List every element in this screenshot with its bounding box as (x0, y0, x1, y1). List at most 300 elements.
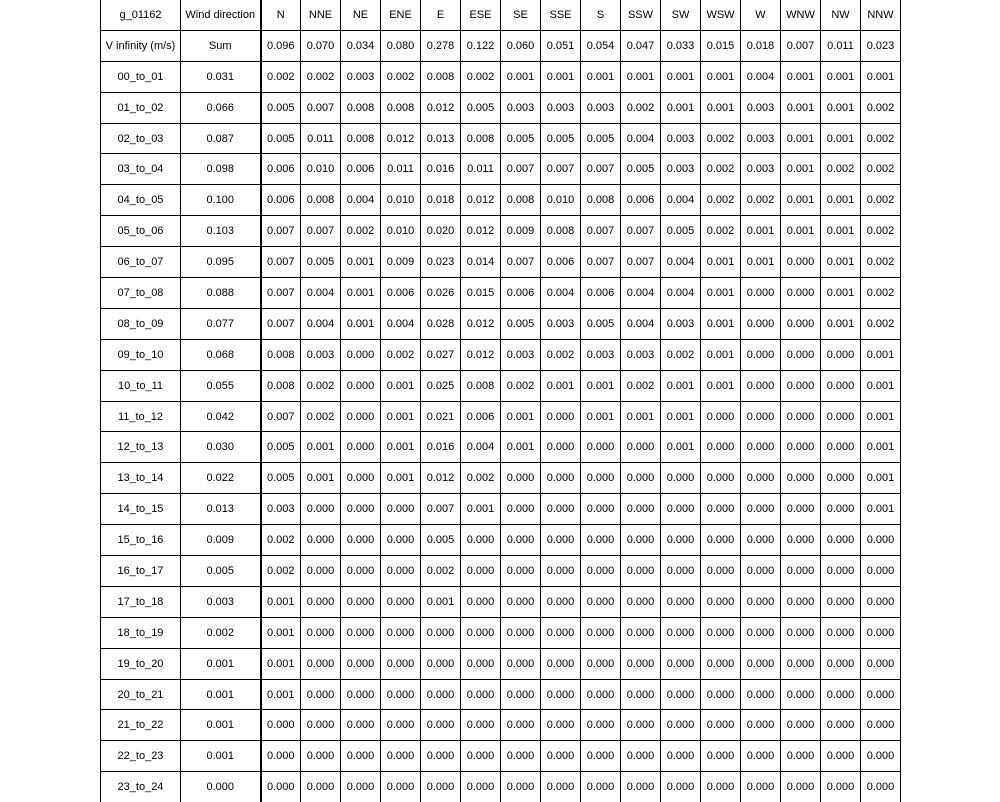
frequency-cell: 0.000 (621, 525, 661, 556)
frequency-cell: 0.001 (701, 92, 741, 123)
frequency-cell: 0.000 (501, 586, 541, 617)
frequency-cell: 0.001 (781, 154, 821, 185)
speed-bin-label: 13_to_14 (101, 463, 181, 494)
frequency-cell: 0.005 (501, 123, 541, 154)
frequency-cell: 0.000 (821, 432, 861, 463)
frequency-cell: 0.002 (421, 556, 461, 587)
frequency-cell: 0.000 (661, 494, 701, 525)
direction-sum-cell: 0.011 (821, 30, 861, 61)
frequency-cell: 0.002 (861, 216, 901, 247)
frequency-cell: 0.001 (341, 308, 381, 339)
frequency-cell: 0.002 (861, 154, 901, 185)
frequency-cell: 0.000 (781, 308, 821, 339)
frequency-cell: 0.000 (701, 401, 741, 432)
frequency-cell: 0.000 (861, 772, 901, 802)
frequency-cell: 0.007 (261, 278, 301, 309)
frequency-cell: 0.000 (541, 617, 581, 648)
frequency-cell: 0.000 (461, 772, 501, 802)
frequency-cell: 0.000 (541, 648, 581, 679)
row-sum-cell: 0.005 (181, 556, 261, 587)
frequency-cell: 0.000 (501, 463, 541, 494)
frequency-cell: 0.004 (661, 247, 701, 278)
frequency-cell: 0.003 (541, 92, 581, 123)
table-row (101, 710, 901, 741)
speed-bin-label: 17_to_18 (101, 586, 181, 617)
frequency-cell: 0.001 (741, 247, 781, 278)
frequency-cell: 0.000 (741, 308, 781, 339)
row-sum-cell: 0.088 (181, 278, 261, 309)
frequency-cell: 0.005 (261, 123, 301, 154)
frequency-cell: 0.001 (381, 432, 421, 463)
frequency-cell: 0.001 (581, 401, 621, 432)
frequency-cell: 0.000 (621, 463, 661, 494)
frequency-cell: 0.000 (701, 494, 741, 525)
frequency-cell: 0.000 (581, 617, 621, 648)
frequency-cell: 0.000 (661, 525, 701, 556)
table-body (101, 0, 901, 802)
frequency-cell: 0.004 (661, 185, 701, 216)
frequency-cell: 0.000 (781, 432, 821, 463)
frequency-cell: 0.000 (341, 617, 381, 648)
frequency-cell: 0.000 (541, 772, 581, 802)
frequency-cell: 0.021 (421, 401, 461, 432)
frequency-cell: 0.000 (661, 679, 701, 710)
table-row (101, 494, 901, 525)
frequency-cell: 0.002 (261, 556, 301, 587)
table-row (101, 216, 901, 247)
frequency-cell: 0.006 (261, 185, 301, 216)
frequency-cell: 0.002 (381, 339, 421, 370)
direction-sum-cell: 0.033 (661, 30, 701, 61)
table-row (101, 648, 901, 679)
speed-bin-label: 18_to_19 (101, 617, 181, 648)
frequency-cell: 0.001 (501, 401, 541, 432)
frequency-cell: 0.000 (741, 648, 781, 679)
frequency-cell: 0.013 (421, 123, 461, 154)
frequency-cell: 0.000 (541, 525, 581, 556)
frequency-cell: 0.000 (341, 432, 381, 463)
frequency-cell: 0.001 (821, 278, 861, 309)
frequency-cell: 0.002 (861, 278, 901, 309)
frequency-cell: 0.000 (821, 556, 861, 587)
frequency-cell: 0.012 (461, 216, 501, 247)
frequency-cell: 0.000 (821, 648, 861, 679)
sum-label: Sum (181, 30, 261, 61)
frequency-cell: 0.023 (421, 247, 461, 278)
frequency-cell: 0.016 (421, 154, 461, 185)
frequency-cell: 0.000 (421, 741, 461, 772)
frequency-cell: 0.003 (501, 339, 541, 370)
frequency-cell: 0.000 (661, 463, 701, 494)
frequency-cell: 0.008 (261, 339, 301, 370)
frequency-cell: 0.000 (301, 679, 341, 710)
frequency-cell: 0.000 (741, 741, 781, 772)
frequency-cell: 0.007 (301, 216, 341, 247)
frequency-cell: 0.008 (341, 92, 381, 123)
row-sum-cell: 0.013 (181, 494, 261, 525)
frequency-cell: 0.015 (461, 278, 501, 309)
frequency-cell: 0.011 (301, 123, 341, 154)
frequency-cell: 0.000 (701, 556, 741, 587)
frequency-cell: 0.002 (861, 123, 901, 154)
frequency-cell: 0.007 (421, 494, 461, 525)
direction-header: E (421, 0, 461, 30)
direction-sum-cell: 0.060 (501, 30, 541, 61)
frequency-cell: 0.025 (421, 370, 461, 401)
frequency-cell: 0.000 (341, 339, 381, 370)
speed-bin-label: 03_to_04 (101, 154, 181, 185)
frequency-cell: 0.000 (421, 710, 461, 741)
frequency-cell: 0.000 (581, 741, 621, 772)
frequency-cell: 0.000 (781, 525, 821, 556)
frequency-cell: 0.005 (581, 308, 621, 339)
frequency-cell: 0.002 (341, 216, 381, 247)
frequency-cell: 0.000 (781, 494, 821, 525)
frequency-cell: 0.000 (461, 710, 501, 741)
frequency-cell: 0.000 (821, 772, 861, 802)
frequency-cell: 0.001 (861, 494, 901, 525)
frequency-cell: 0.003 (661, 123, 701, 154)
frequency-cell: 0.007 (581, 154, 621, 185)
frequency-cell: 0.000 (861, 617, 901, 648)
frequency-cell: 0.006 (261, 154, 301, 185)
frequency-cell: 0.002 (301, 370, 341, 401)
frequency-cell: 0.001 (261, 586, 301, 617)
table-row (101, 525, 901, 556)
frequency-cell: 0.007 (501, 154, 541, 185)
frequency-cell: 0.006 (381, 278, 421, 309)
frequency-cell: 0.000 (781, 710, 821, 741)
frequency-cell: 0.000 (501, 679, 541, 710)
frequency-cell: 0.000 (661, 648, 701, 679)
frequency-cell: 0.000 (301, 710, 341, 741)
direction-sum-cell: 0.015 (701, 30, 741, 61)
frequency-cell: 0.001 (821, 216, 861, 247)
frequency-cell: 0.000 (301, 494, 341, 525)
row-sum-cell: 0.100 (181, 185, 261, 216)
frequency-cell: 0.001 (821, 308, 861, 339)
frequency-cell: 0.002 (461, 61, 501, 92)
wind-distribution-table (100, 0, 901, 802)
table-row (101, 278, 901, 309)
frequency-cell: 0.000 (501, 556, 541, 587)
speed-bin-label: 21_to_22 (101, 710, 181, 741)
frequency-cell: 0.000 (541, 586, 581, 617)
frequency-cell: 0.000 (661, 741, 701, 772)
frequency-cell: 0.000 (621, 494, 661, 525)
frequency-cell: 0.000 (621, 617, 661, 648)
frequency-cell: 0.000 (381, 556, 421, 587)
direction-sum-cell: 0.054 (581, 30, 621, 61)
direction-header: ESE (461, 0, 501, 30)
frequency-cell: 0.000 (341, 525, 381, 556)
frequency-cell: 0.000 (261, 772, 301, 802)
speed-bin-label: 12_to_13 (101, 432, 181, 463)
direction-sum-cell: 0.023 (861, 30, 901, 61)
frequency-cell: 0.001 (461, 494, 501, 525)
frequency-cell: 0.000 (741, 772, 781, 802)
frequency-cell: 0.002 (701, 154, 741, 185)
frequency-cell: 0.006 (581, 278, 621, 309)
frequency-cell: 0.001 (701, 61, 741, 92)
frequency-cell: 0.002 (501, 370, 541, 401)
direction-header: NE (341, 0, 381, 30)
frequency-cell: 0.000 (541, 463, 581, 494)
frequency-cell: 0.001 (661, 432, 701, 463)
frequency-cell: 0.007 (301, 92, 341, 123)
frequency-cell: 0.000 (821, 586, 861, 617)
frequency-cell: 0.000 (341, 556, 381, 587)
frequency-cell: 0.001 (821, 61, 861, 92)
frequency-cell: 0.001 (421, 586, 461, 617)
frequency-cell: 0.000 (781, 370, 821, 401)
frequency-cell: 0.000 (701, 617, 741, 648)
speed-bin-label: 02_to_03 (101, 123, 181, 154)
frequency-cell: 0.000 (821, 710, 861, 741)
direction-header: S (581, 0, 621, 30)
frequency-cell: 0.012 (461, 185, 501, 216)
frequency-cell: 0.007 (261, 247, 301, 278)
frequency-cell: 0.002 (861, 247, 901, 278)
direction-header: SSE (541, 0, 581, 30)
row-sum-cell: 0.031 (181, 61, 261, 92)
frequency-cell: 0.000 (621, 556, 661, 587)
frequency-cell: 0.000 (341, 463, 381, 494)
frequency-cell: 0.000 (301, 586, 341, 617)
frequency-cell: 0.000 (261, 710, 301, 741)
frequency-cell: 0.011 (381, 154, 421, 185)
frequency-cell: 0.000 (821, 679, 861, 710)
frequency-cell: 0.000 (781, 617, 821, 648)
direction-sum-cell: 0.034 (341, 30, 381, 61)
frequency-cell: 0.004 (621, 123, 661, 154)
frequency-cell: 0.008 (381, 92, 421, 123)
frequency-cell: 0.000 (621, 648, 661, 679)
frequency-cell: 0.027 (421, 339, 461, 370)
frequency-cell: 0.002 (461, 463, 501, 494)
frequency-cell: 0.000 (381, 710, 421, 741)
frequency-cell: 0.000 (421, 648, 461, 679)
frequency-cell: 0.001 (261, 679, 301, 710)
frequency-cell: 0.004 (461, 432, 501, 463)
direction-sum-cell: 0.096 (261, 30, 301, 61)
frequency-cell: 0.000 (781, 772, 821, 802)
frequency-cell: 0.001 (501, 61, 541, 92)
frequency-cell: 0.000 (581, 772, 621, 802)
frequency-cell: 0.002 (541, 339, 581, 370)
direction-sum-cell: 0.007 (781, 30, 821, 61)
speed-bin-label: 20_to_21 (101, 679, 181, 710)
frequency-cell: 0.000 (661, 710, 701, 741)
frequency-cell: 0.000 (781, 278, 821, 309)
frequency-cell: 0.001 (581, 370, 621, 401)
frequency-cell: 0.005 (301, 247, 341, 278)
frequency-cell: 0.002 (301, 401, 341, 432)
frequency-cell: 0.010 (381, 216, 421, 247)
frequency-cell: 0.001 (541, 61, 581, 92)
row-sum-cell: 0.068 (181, 339, 261, 370)
frequency-cell: 0.016 (421, 432, 461, 463)
frequency-cell: 0.000 (701, 772, 741, 802)
frequency-cell: 0.006 (621, 185, 661, 216)
speed-bin-label: 10_to_11 (101, 370, 181, 401)
row-sum-cell: 0.000 (181, 772, 261, 802)
frequency-cell: 0.000 (581, 679, 621, 710)
frequency-cell: 0.001 (541, 370, 581, 401)
frequency-cell: 0.000 (501, 494, 541, 525)
frequency-cell: 0.004 (621, 278, 661, 309)
frequency-cell: 0.012 (461, 339, 501, 370)
frequency-cell: 0.005 (621, 154, 661, 185)
direction-header: SE (501, 0, 541, 30)
table-row (101, 401, 901, 432)
frequency-cell: 0.000 (741, 401, 781, 432)
frequency-cell: 0.008 (581, 185, 621, 216)
frequency-cell: 0.000 (701, 432, 741, 463)
corner-label: g_01162 (101, 0, 181, 30)
row-sum-cell: 0.055 (181, 370, 261, 401)
frequency-cell: 0.000 (341, 370, 381, 401)
frequency-cell: 0.000 (701, 710, 741, 741)
frequency-cell: 0.000 (381, 525, 421, 556)
frequency-cell: 0.000 (341, 772, 381, 802)
frequency-cell: 0.005 (261, 463, 301, 494)
frequency-cell: 0.000 (741, 617, 781, 648)
frequency-cell: 0.000 (501, 710, 541, 741)
frequency-cell: 0.000 (781, 586, 821, 617)
frequency-cell: 0.000 (461, 586, 501, 617)
frequency-cell: 0.000 (741, 432, 781, 463)
frequency-cell: 0.006 (461, 401, 501, 432)
speed-bin-label: 00_to_01 (101, 61, 181, 92)
frequency-cell: 0.003 (581, 92, 621, 123)
frequency-cell: 0.001 (261, 617, 301, 648)
frequency-cell: 0.000 (781, 401, 821, 432)
row-sum-cell: 0.098 (181, 154, 261, 185)
frequency-cell: 0.000 (661, 586, 701, 617)
row-sum-cell: 0.022 (181, 463, 261, 494)
frequency-cell: 0.001 (661, 92, 701, 123)
frequency-cell: 0.001 (781, 123, 821, 154)
frequency-cell: 0.002 (821, 154, 861, 185)
frequency-cell: 0.001 (781, 61, 821, 92)
direction-header: NNW (861, 0, 901, 30)
frequency-cell: 0.003 (261, 494, 301, 525)
frequency-cell: 0.014 (461, 247, 501, 278)
frequency-cell: 0.000 (501, 772, 541, 802)
frequency-cell: 0.002 (261, 525, 301, 556)
speed-bin-label: 06_to_07 (101, 247, 181, 278)
frequency-cell: 0.005 (421, 525, 461, 556)
frequency-cell: 0.000 (701, 679, 741, 710)
direction-header: NW (821, 0, 861, 30)
row-sum-cell: 0.077 (181, 308, 261, 339)
frequency-cell: 0.006 (501, 278, 541, 309)
frequency-cell: 0.000 (741, 278, 781, 309)
frequency-cell: 0.000 (461, 556, 501, 587)
direction-header: NNE (301, 0, 341, 30)
frequency-cell: 0.004 (381, 308, 421, 339)
speed-bin-label: 08_to_09 (101, 308, 181, 339)
frequency-cell: 0.000 (701, 741, 741, 772)
frequency-cell: 0.000 (581, 525, 621, 556)
frequency-cell: 0.000 (541, 401, 581, 432)
frequency-cell: 0.003 (741, 123, 781, 154)
row-sum-cell: 0.001 (181, 741, 261, 772)
direction-sum-cell: 0.122 (461, 30, 501, 61)
frequency-cell: 0.001 (701, 308, 741, 339)
frequency-cell: 0.003 (581, 339, 621, 370)
table-row (101, 61, 901, 92)
direction-sum-cell: 0.070 (301, 30, 341, 61)
frequency-cell: 0.007 (261, 308, 301, 339)
frequency-cell: 0.000 (621, 432, 661, 463)
header-row (101, 0, 901, 30)
table-row (101, 772, 901, 802)
frequency-cell: 0.000 (341, 741, 381, 772)
speed-bin-label: 05_to_06 (101, 216, 181, 247)
frequency-cell: 0.007 (261, 401, 301, 432)
frequency-cell: 0.000 (781, 648, 821, 679)
frequency-cell: 0.000 (701, 525, 741, 556)
frequency-cell: 0.001 (301, 432, 341, 463)
table-row (101, 463, 901, 494)
frequency-cell: 0.007 (621, 216, 661, 247)
frequency-cell: 0.000 (461, 679, 501, 710)
frequency-cell: 0.001 (781, 92, 821, 123)
frequency-cell: 0.001 (381, 463, 421, 494)
frequency-cell: 0.001 (861, 463, 901, 494)
table-row (101, 247, 901, 278)
row-sum-cell: 0.042 (181, 401, 261, 432)
frequency-cell: 0.000 (821, 494, 861, 525)
frequency-cell: 0.000 (701, 648, 741, 679)
frequency-cell: 0.000 (821, 370, 861, 401)
table-row (101, 741, 901, 772)
frequency-cell: 0.000 (541, 741, 581, 772)
frequency-cell: 0.000 (461, 648, 501, 679)
frequency-cell: 0.000 (621, 679, 661, 710)
frequency-cell: 0.001 (341, 247, 381, 278)
frequency-cell: 0.001 (261, 648, 301, 679)
table-row (101, 370, 901, 401)
frequency-cell: 0.009 (381, 247, 421, 278)
frequency-cell: 0.000 (421, 772, 461, 802)
frequency-cell: 0.000 (381, 617, 421, 648)
frequency-cell: 0.000 (621, 586, 661, 617)
table-row (101, 586, 901, 617)
frequency-cell: 0.000 (501, 648, 541, 679)
frequency-cell: 0.010 (381, 185, 421, 216)
speed-bin-label: 11_to_12 (101, 401, 181, 432)
speed-bin-label: 22_to_23 (101, 741, 181, 772)
frequency-cell: 0.012 (381, 123, 421, 154)
frequency-cell: 0.008 (541, 216, 581, 247)
frequency-cell: 0.000 (621, 772, 661, 802)
frequency-cell: 0.000 (541, 710, 581, 741)
frequency-cell: 0.005 (461, 92, 501, 123)
frequency-cell: 0.001 (701, 370, 741, 401)
table-row (101, 308, 901, 339)
frequency-cell: 0.000 (301, 772, 341, 802)
frequency-cell: 0.001 (581, 61, 621, 92)
frequency-cell: 0.000 (341, 648, 381, 679)
frequency-cell: 0.007 (581, 247, 621, 278)
speed-bin-label: 19_to_20 (101, 648, 181, 679)
frequency-cell: 0.000 (381, 772, 421, 802)
frequency-cell: 0.005 (501, 308, 541, 339)
frequency-cell: 0.003 (661, 308, 701, 339)
